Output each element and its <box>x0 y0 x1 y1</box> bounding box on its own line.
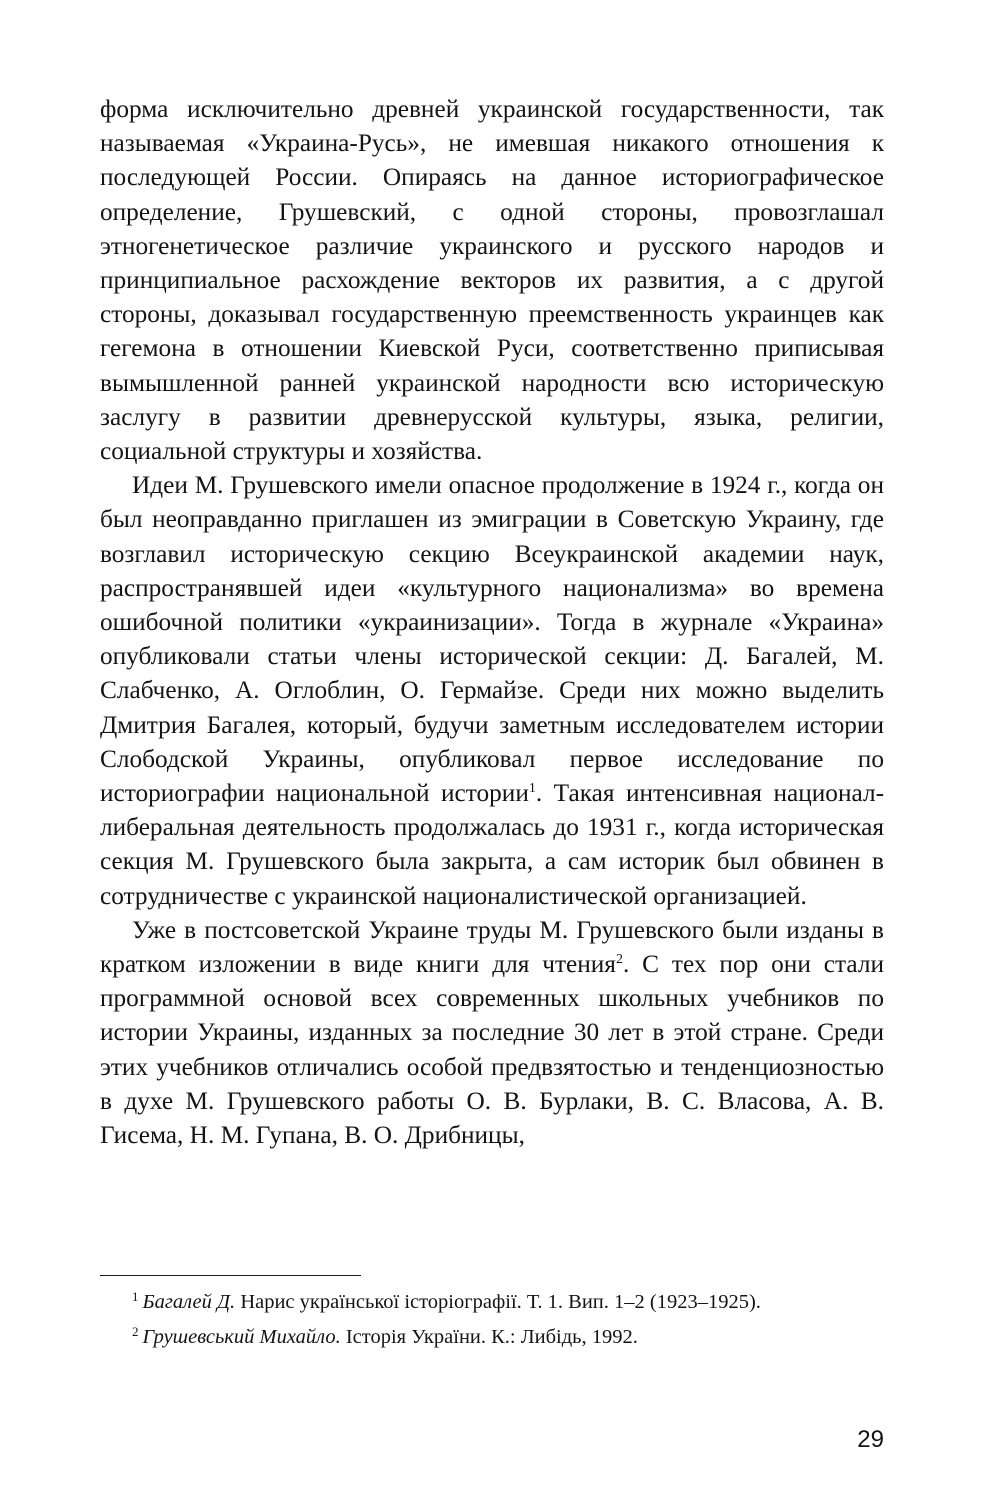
paragraph-2-text-a: Идеи М. Грушевского имели опасное продолжение в 1924 г., когда он был неоправданно приглашен из эмиграции в Советскую Украину, где возглавил историческую секцию Всеукраинской академии наук, распространявшей идеи «культурного национализма» во времена ошибочной политики «украинизации». Тогда в журнале «Украина» опубликовали статьи члены исторической секции: Д. Багалей, М. Слабченко, А. Оглоблин, О. Гермайзе. Среди них можно выделить Дмитрия Багалея, который, будучи заметным исследователем истории Слободской Украины, опубликовал первое исследование по историографии национальной истории <box>100 471 884 808</box>
footnote-1-author: Багалей Д. <box>142 1291 236 1313</box>
footnote-2-author: Грушевський Михайло. <box>142 1326 341 1348</box>
footnote-2-text: Історія України. К.: Либідь, 1992. <box>340 1326 638 1348</box>
paragraph-3-text-b: . С тех пор они стали программной основой всех современных школьных учебников по истории Украины, изданных за последние 30 лет в этой стране. Среди этих учебников отличались особой предвзятостью и тенденциозностью в духе М. Грушевского работы О. В. Бурлаки, В. С. Власова, А. В. Гисема, Н. М. Гупана, В. О. Дрибницы, <box>100 950 884 1150</box>
paragraph-3 <box>100 913 884 1152</box>
footnote-ref-2: 2 <box>615 952 623 968</box>
main-text <box>100 92 884 1152</box>
paragraph-1: форма исключительно древней украинской государственности, так называемая «Украина-Русь», не имевшая никакого отношения к последующей России. Опираясь на данное историографическое определение, Грушевский, с одной стороны, провозглашал этногенетическое различие украинского и русского народов и принципиальное расхождение векторов их развития, а с другой стороны, доказывал государственную преемственность украинцев как гегемона в отношении Киевской Руси, соответственно приписывая вымышленной ранней украинской народности всю историческую заслугу в развитии древнерусской культуры, языка, религии, социальной структуры и хозяйства. <box>100 95 884 466</box>
footnote-1 <box>100 1288 884 1317</box>
footnotes <box>100 1288 884 1358</box>
footnote-1-number: 1 <box>132 1289 139 1304</box>
footnote-2-number: 2 <box>132 1324 139 1339</box>
footnote-1-text: Нарис української історіографії. Т. 1. Вип. 1–2 (1923–1925). <box>235 1291 761 1313</box>
paragraph-3-text-a: Уже в постсоветской Украине труды М. Грушевского были изданы в кратком изложении в виде книги для чтения <box>100 915 884 979</box>
paragraph-2 <box>100 468 884 913</box>
footnote-2 <box>100 1323 884 1352</box>
footnote-ref-1: 1 <box>528 781 536 797</box>
page-number: 29 <box>857 1426 884 1453</box>
footnote-divider <box>100 1275 361 1276</box>
paragraph-2-text-b: . Такая интенсивная национал-либеральная деятельность продолжалась до 1931 г., когда историческая секция М. Грушевского была закрыта, а сам историк был обвинен в сотрудничестве с украинской националистической организацией. <box>100 779 884 910</box>
